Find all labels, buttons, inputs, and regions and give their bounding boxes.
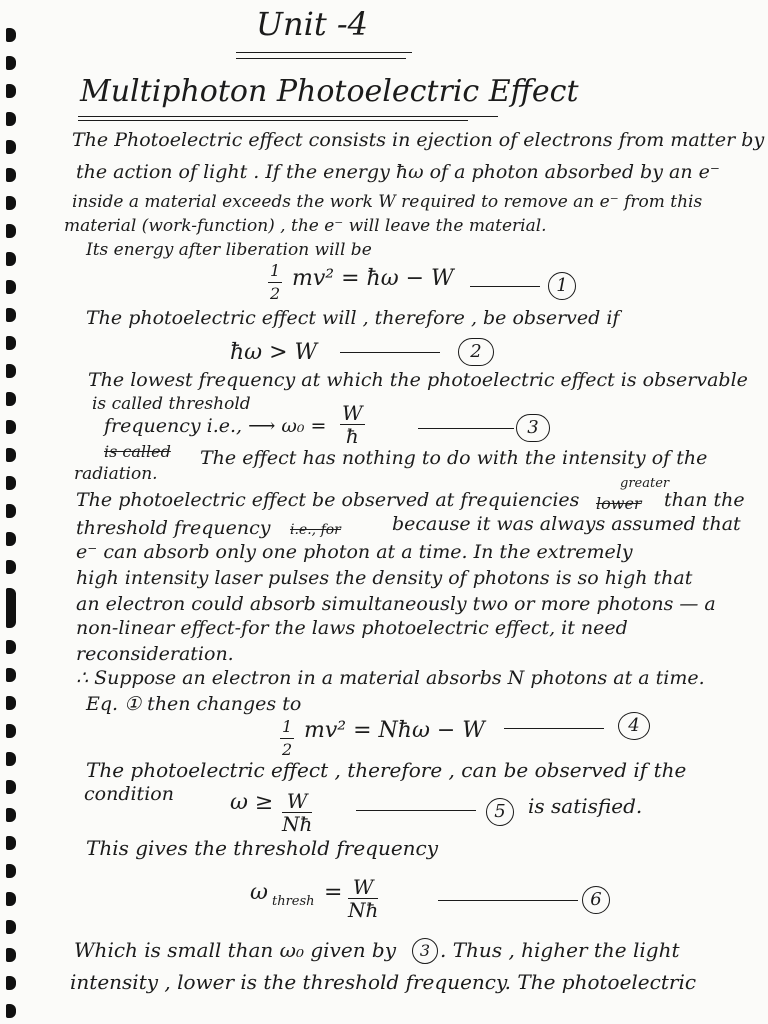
- eq6-lhs: ω: [250, 880, 268, 905]
- eq1-number: 1: [548, 272, 576, 300]
- para2-line: The effect has nothing to do with the intensity of the: [200, 447, 708, 469]
- para5-line: condition: [84, 783, 174, 805]
- para3-line: The photoelectric effect be observed at frequiencies: [76, 489, 580, 511]
- section-heading: Multiphoton Photoelectric Effect: [80, 74, 579, 109]
- para1-line: the action of light . If the energy ħω of a photon absorbed by an e⁻: [76, 161, 720, 183]
- para3-line: high intensity laser pulses the density of photons is so high that: [76, 567, 693, 589]
- para3-line: non-linear effect-for the laws photoelectric effect, it need: [76, 617, 628, 639]
- eq5-fraction: $\frac{W}{Nħ}$: [282, 789, 313, 836]
- eq4-fraction: $\frac{1}{2}$: [282, 717, 293, 759]
- para3-line: e⁻ can absorb only one photon at a time. In the extremely: [76, 541, 633, 563]
- para4-line: Eq. ① then changes to: [86, 693, 302, 715]
- threshold-line: The lowest frequency at which the photoelectric effect is observable: [88, 369, 748, 391]
- para2-line: radiation.: [74, 464, 158, 484]
- para1-line: material (work-function) , the e⁻ will leave the material.: [64, 216, 547, 236]
- eq4-expression: mv² = Nħω − W: [304, 718, 485, 743]
- para1-line: Its energy after liberation will be: [86, 240, 372, 260]
- para6-line: intensity , lower is the threshold frequency. The photoelectric: [70, 970, 697, 994]
- unit-title: Unit -4: [256, 5, 369, 43]
- binder-punch-marks: [0, 0, 22, 1024]
- para6-ref: 3: [412, 938, 438, 964]
- para3-line: threshold frequency: [76, 517, 271, 539]
- eq6-subscript: thresh: [272, 894, 315, 909]
- para4-line: ∴ Suppose an electron in a material absorbs N photons at a time.: [76, 667, 705, 689]
- eq1-fraction: $\frac{1}{2}$: [270, 261, 281, 303]
- eq5-number: 5: [486, 798, 514, 826]
- eq3-fraction: $\frac{W}{ħ}$: [342, 401, 363, 448]
- para3-line: an electron could absorb simultaneously two or more photons — a: [76, 593, 716, 615]
- struck-text: is called: [104, 442, 171, 461]
- eq6-number: 6: [582, 886, 610, 914]
- para3-line: reconsideration.: [76, 643, 234, 665]
- eq1-expression: mv² = ħω − W: [292, 266, 454, 291]
- threshold-line: is called threshold: [92, 394, 251, 414]
- struck-ie: i.e., for: [290, 522, 341, 538]
- eq6-equals: =: [324, 880, 343, 905]
- para6-line: Which is small than ω₀ given by: [74, 938, 397, 962]
- eq2-expression: ħω > W: [230, 340, 318, 365]
- para3-line: because it was always assumed that: [392, 513, 741, 535]
- para1-line: inside a material exceeds the work W required to remove an e⁻ from this: [72, 192, 703, 212]
- para3-line: than the: [664, 489, 745, 511]
- eq2-number: 2: [458, 338, 494, 366]
- eq5-lhs: ω ≥: [230, 790, 274, 815]
- gives-line: This gives the threshold frequency: [86, 836, 439, 860]
- observed-line: The photoelectric effect will , therefore , be observed if: [86, 307, 620, 329]
- eq6-fraction: $\frac{W}{Nħ}$: [348, 875, 379, 922]
- para5-line: The photoelectric effect , therefore , can be observed if the: [86, 758, 687, 782]
- threshold-line: frequency i.e., ⟶ ω₀ =: [104, 415, 327, 437]
- struck-word: lower: [596, 494, 642, 513]
- eq3-number: 3: [516, 414, 550, 442]
- para6-line: . Thus , higher the light: [440, 938, 680, 962]
- eq5-tail: is satisfied.: [528, 794, 643, 818]
- eq4-number: 4: [618, 712, 650, 740]
- inserted-word: greater: [620, 476, 670, 491]
- para1-line: The Photoelectric effect consists in ejection of electrons from matter by: [72, 129, 765, 151]
